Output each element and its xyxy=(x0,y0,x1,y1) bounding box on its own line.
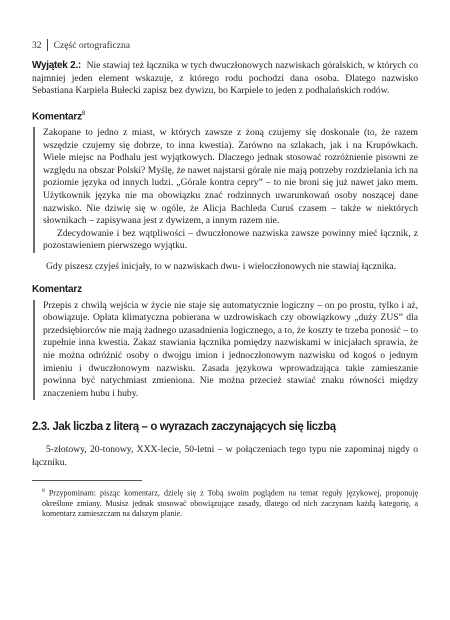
exception-2-paragraph xyxy=(32,60,418,98)
exception-2-label: Wyjątek 2.: xyxy=(32,60,81,71)
comment-1-title: Komentarz xyxy=(32,111,82,123)
footnote-reference: 8 xyxy=(81,110,86,117)
comment-2-block xyxy=(33,300,418,401)
page-number: 32 xyxy=(32,39,42,51)
comment-2-heading xyxy=(32,284,418,296)
footnote-paragraph xyxy=(32,486,418,520)
footnote-mark: 8 xyxy=(42,487,45,494)
footnote-rule xyxy=(32,480,142,481)
comment-1-paragraph-1: Zakopane to jedno z miast, w których zawsze z żoną czujemy się doskonale (to, że razem wszędzie czujemy się dobrze, to inna kwestia). Zarówno na szlakach, jak i na Krupówkach. Wiele miejsc na Podhalu jest wyjątkowych. Dlaczego jednak stosować rozróżnienie pisowni ze względu na obszar Polski? Myślę, że nawet najstarsi górale nie mają potrzeby rozdzielania ich na poziomie języka od innych ludzi. „Górale kontra cepry” – to nie broni się już nawet jako mem. Użytkownik języka nie ma obowiązku znać rodzinnych uwarunkowań osoby noszącej dane nazwisko. Nie dziwię się w ogóle, że Alicja Bachleda Curuś czasem – także w niektórych słownikach – zapisywana jest z dywizem, a innym razem nie. xyxy=(43,127,418,227)
exception-2-text: Nie stawiaj też łącznika w tych dwuczłonowych nazwiskach góralskich, w których co najmniej jeden element wskazuje, z którego rodu pochodzi dana osoba. Dlatego nazwisko Sebastiana Karpiela Bułecki zapisz bez dywizu, bo Karpiele to jeden z podhalańskich rodów. xyxy=(32,60,419,97)
chapter-title: Część ortograficzna xyxy=(53,39,131,51)
header-divider xyxy=(47,39,48,51)
initials-rule-paragraph: Gdy piszesz czyjeś inicjały, to w nazwiskach dwu- i wieloczłonowych nie stawiaj łącznika. xyxy=(46,261,396,273)
comment-1-paragraph-2: Zdecydowanie i bez wątpliwości – dwuczłonowe nazwiska zawsze powinny mieć łącznik, z pozostawieniem pierwszego wyjątku. xyxy=(43,227,418,252)
comment-1-heading xyxy=(32,108,418,123)
comment-2-title: Komentarz xyxy=(32,283,82,295)
section-paragraph: 5-złotowy, 20-tonowy, XXX-lecie, 50-letni – w połączeniach tego typu nie zapominaj nigdy o łączniku. xyxy=(32,444,418,468)
running-header xyxy=(32,36,130,54)
section-heading: 2.3. Jak liczba z literą – o wyrazach zaczynających się liczbą xyxy=(32,421,336,434)
page-content xyxy=(32,60,418,519)
footnote xyxy=(32,480,418,520)
comment-2-paragraph: Przepis z chwilą wejścia w życie nie staje się automatycznie logiczny – on po prostu, tylko i aż, obowiązuje. Opłata klimatyczna pobierana w uzdrowiskach czy obowiązkowy „duży ZUS” dla przedsiębiorców nie mają żadnego uzasadnienia logicznego, a to, że koszty te trzeba ponosić – to zupełnie inna kwestia. Zakaz stawiania łącznika pomiędzy nazwiskami w inicjałach sprawia, że nie można odróżnić osoby o dwojgu imion i jednoczłonowym nazwisku od kogoś o jednym imieniu i dwuczłonowym nazwisku. Zasada językowa wprowadzająca takie zamieszanie powinna być natychmiast zmieniona. Nie można przecież stawiać znaku równości między znaczeniem hubu i huby. xyxy=(43,299,418,399)
comment-1-block xyxy=(33,127,418,253)
footnote-text: Przypominam: pisząc komentarz, dzielę się z Tobą swoim poglądem na temat reguły językowej, proponuję określone zmiany. Musisz jednak stosować obowiązujące zasady, dlatego od nich zaczynam każdą kategorię, a komentarz zamieszczam na dalszym planie. xyxy=(42,488,419,519)
